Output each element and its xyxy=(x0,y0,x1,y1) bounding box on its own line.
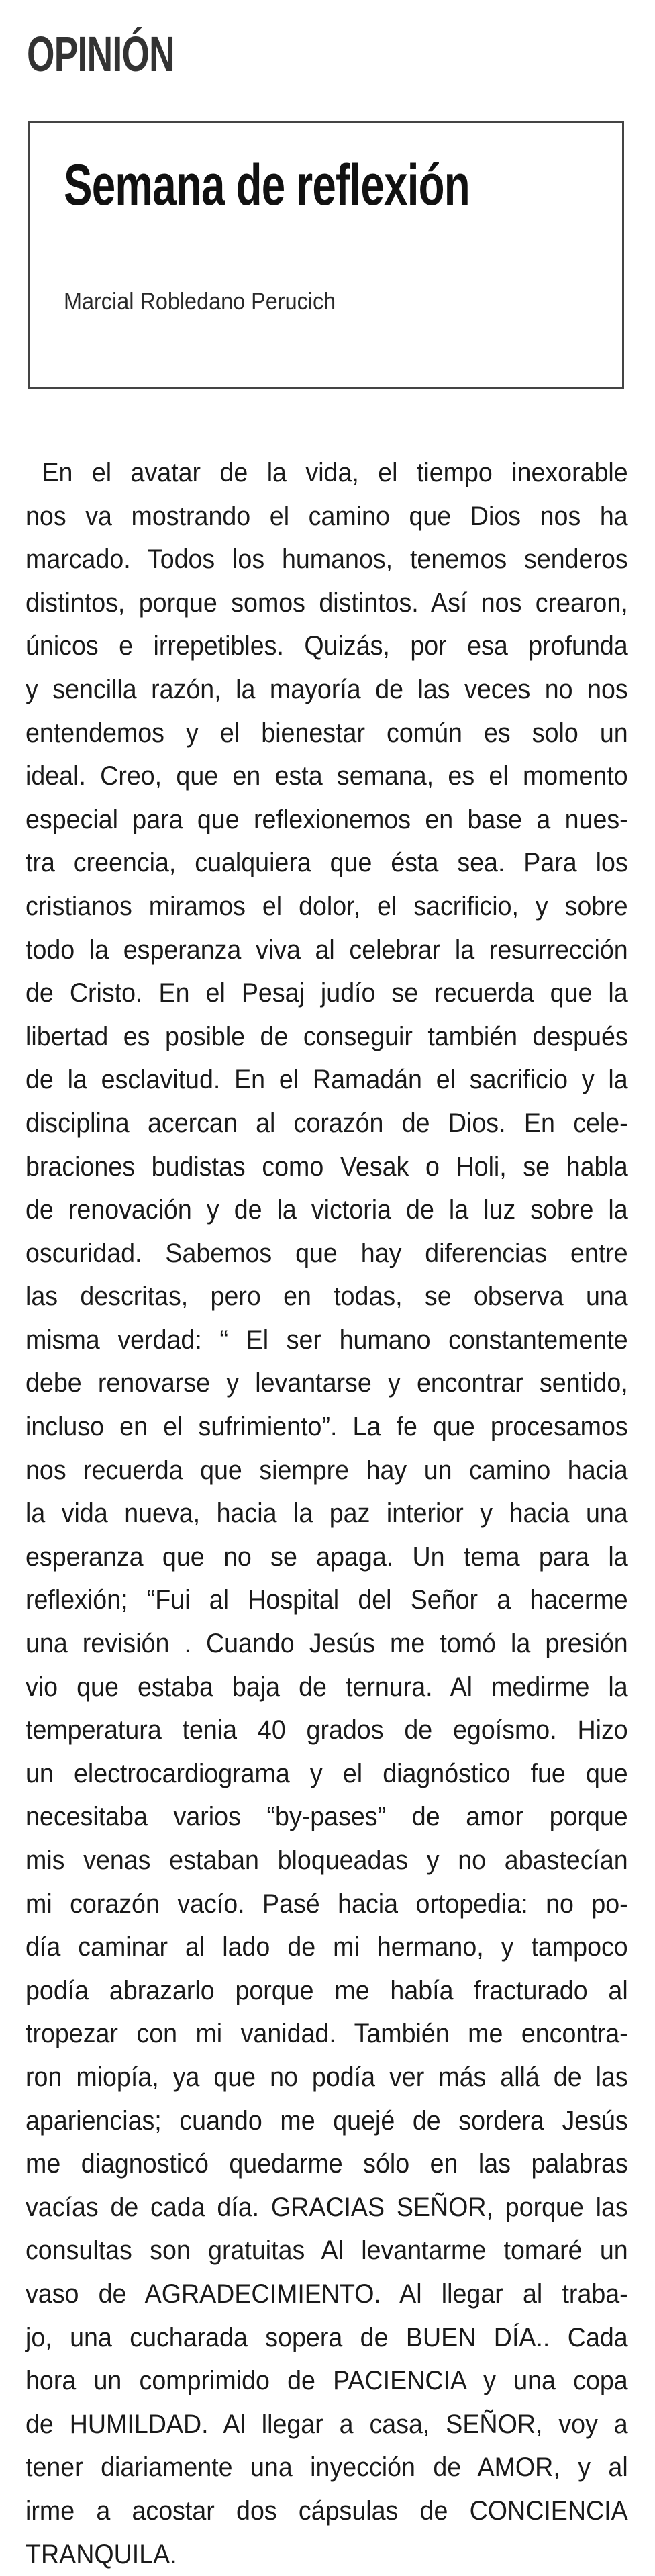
article-line: de HUMILDAD. Al llegar a casa, SEÑOR, voy a xyxy=(26,2403,628,2446)
article-line: En el avatar de la vida, el tiempo inexorable xyxy=(26,451,628,495)
article-line: apariencias; cuando me quejé de sordera Jesús xyxy=(26,2099,628,2143)
article-body xyxy=(26,451,628,2576)
article-line: mis venas estaban bloqueadas y no abastecían xyxy=(26,1839,628,1882)
article-line: nos va mostrando el camino que Dios nos ha xyxy=(26,495,628,538)
article-line: debe renovarse y levantarse y encontrar sentido, xyxy=(26,1362,628,1405)
article-line: misma verdad: “ El ser humano constantemente xyxy=(26,1319,628,1362)
article-line: distintos, porque somos distintos. Así nos crearon, xyxy=(26,581,628,625)
article-line: mi corazón vacío. Pasé hacia ortopedia: no po- xyxy=(26,1882,628,1926)
headline: Semana de reflexión xyxy=(64,156,470,214)
article-line: una revisión . Cuando Jesús me tomó la presión xyxy=(26,1622,628,1666)
article-line: de Cristo. En el Pesaj judío se recuerda que la xyxy=(26,971,628,1015)
article-line: me diagnosticó quedarme sólo en las palabras xyxy=(26,2142,628,2186)
article-line: especial para que reflexionemos en base a nues- xyxy=(26,798,628,842)
article-line: tra creencia, cualquiera que ésta sea. Para los xyxy=(26,841,628,885)
article-line: disciplina acercan al corazón de Dios. En cele- xyxy=(26,1102,628,1145)
article-line: oscuridad. Sabemos que hay diferencias entre xyxy=(26,1232,628,1276)
article-line: libertad es posible de conseguir también después xyxy=(26,1015,628,1059)
article-line: incluso en el sufrimiento”. La fe que procesamos xyxy=(26,1405,628,1449)
article-line: únicos e irrepetibles. Quizás, por esa profunda xyxy=(26,624,628,668)
article-line: tropezar con mi vanidad. También me encontra- xyxy=(26,2012,628,2056)
article-line: braciones budistas como Vesak o Holi, se habla xyxy=(26,1145,628,1189)
article-line: de la esclavitud. En el Ramadán el sacrificio y la xyxy=(26,1058,628,1102)
article-line: vacías de cada día. GRACIAS SEÑOR, porque las xyxy=(26,2186,628,2230)
article-line: TRANQUILA. xyxy=(26,2533,628,2576)
article-line: nos recuerda que siempre hay un camino hacia xyxy=(26,1449,628,1492)
article-line: de renovación y de la victoria de la luz sobre la xyxy=(26,1188,628,1232)
article-line: la vida nueva, hacia la paz interior y hacia una xyxy=(26,1492,628,1535)
article-line: irme a acostar dos cápsulas de CONCIENCIA xyxy=(26,2489,628,2533)
article-line: temperatura tenia 40 grados de egoísmo. Hizo xyxy=(26,1709,628,1752)
article-line: vaso de AGRADECIMIENTO. Al llegar al traba- xyxy=(26,2273,628,2316)
article-line: consultas son gratuitas Al levantarme tomaré un xyxy=(26,2229,628,2273)
article-line: las descritas, pero en todas, se observa una xyxy=(26,1275,628,1319)
article-line: reflexión; “Fui al Hospital del Señor a hacerme xyxy=(26,1578,628,1622)
article-line: esperanza que no se apaga. Un tema para la xyxy=(26,1535,628,1579)
article-line: ideal. Creo, que en esta semana, es el momento xyxy=(26,755,628,798)
article-line: día caminar al lado de mi hermano, y tampoco xyxy=(26,1925,628,1969)
article-line: todo la esperanza viva al celebrar la resurrección xyxy=(26,928,628,972)
author-name: Marcial Robledano Perucich xyxy=(64,289,336,314)
article-line: vio que estaba baja de ternura. Al medirme la xyxy=(26,1666,628,1709)
article-line: necesitaba varios “by-pases” de amor porque xyxy=(26,1795,628,1839)
article-line: marcado. Todos los humanos, tenemos senderos xyxy=(26,538,628,581)
article-line: entendemos y el bienestar común es solo un xyxy=(26,712,628,755)
article-line: jo, una cucharada sopera de BUEN DÍA.. Cada xyxy=(26,2316,628,2360)
article-line: cristianos miramos el dolor, el sacrificio, y sobre xyxy=(26,885,628,928)
article-line: podía abrazarlo porque me había fracturado al xyxy=(26,1969,628,2013)
article-line: tener diariamente una inyección de AMOR, y al xyxy=(26,2446,628,2489)
article-line: hora un comprimido de PACIENCIA y una copa xyxy=(26,2359,628,2403)
article-line: ron miopía, ya que no podía ver más allá de las xyxy=(26,2056,628,2099)
headline-box xyxy=(28,121,624,389)
section-label: OPINIÓN xyxy=(27,30,174,79)
article-line: un electrocardiograma y el diagnóstico fue que xyxy=(26,1752,628,1796)
article-line: y sencilla razón, la mayoría de las veces no nos xyxy=(26,668,628,712)
